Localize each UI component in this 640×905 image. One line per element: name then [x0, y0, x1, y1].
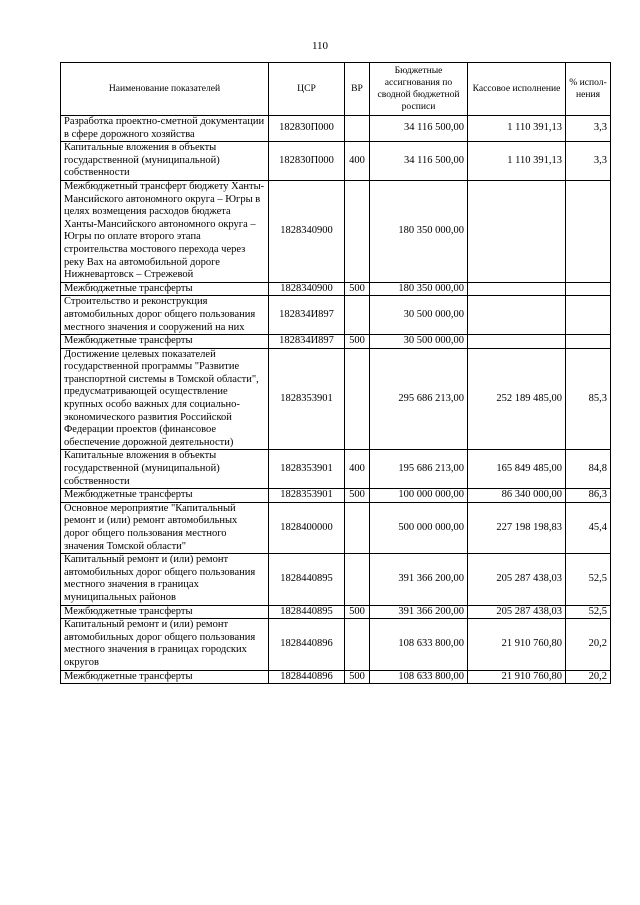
page-number: 110 [311, 40, 329, 52]
row-percent: 20,2 [566, 619, 611, 670]
row-budget: 100 000 000,00 [370, 489, 468, 503]
row-percent: 20,2 [566, 670, 611, 684]
row-percent [566, 180, 611, 282]
row-budget: 108 633 800,00 [370, 670, 468, 684]
budget-execution-table [60, 62, 611, 684]
row-cash: 21 910 760,80 [468, 670, 566, 684]
row-vr [345, 619, 370, 670]
table-row [61, 180, 611, 282]
row-percent: 45,4 [566, 502, 611, 553]
table-row [61, 619, 611, 670]
header-percent: % испол-нения [566, 63, 611, 116]
row-vr: 400 [345, 450, 370, 489]
table-row [61, 142, 611, 181]
row-cash [468, 296, 566, 335]
row-cash: 205 287 438,03 [468, 554, 566, 605]
row-name: Капитальный ремонт и (или) ремонт автомобильных дорог общего пользования местного значения в границах городских округов [61, 619, 269, 670]
row-percent: 3,3 [566, 142, 611, 181]
row-name: Межбюджетные трансферты [61, 489, 269, 503]
table-row [61, 450, 611, 489]
header-csr: ЦСР [269, 63, 345, 116]
header-name: Наименование показателей [61, 63, 269, 116]
row-vr [345, 348, 370, 450]
row-csr: 182834И897 [269, 335, 345, 349]
row-csr: 1828353901 [269, 450, 345, 489]
row-csr: 1828440896 [269, 619, 345, 670]
row-cash: 86 340 000,00 [468, 489, 566, 503]
row-percent [566, 296, 611, 335]
row-name: Разработка проектно-сметной документации в сфере дорожного хозяйства [61, 116, 269, 142]
row-name: Межбюджетные трансферты [61, 282, 269, 296]
row-name: Межбюджетные трансферты [61, 605, 269, 619]
table-header-row [61, 63, 611, 116]
table-row [61, 554, 611, 605]
row-cash: 1 110 391,13 [468, 116, 566, 142]
row-csr: 1828340900 [269, 180, 345, 282]
row-vr: 500 [345, 670, 370, 684]
row-csr: 182830П000 [269, 116, 345, 142]
row-vr [345, 502, 370, 553]
row-budget: 391 366 200,00 [370, 554, 468, 605]
row-csr: 1828353901 [269, 348, 345, 450]
table-body [61, 116, 611, 684]
row-cash: 227 198 198,83 [468, 502, 566, 553]
row-csr: 182834И897 [269, 296, 345, 335]
row-budget: 34 116 500,00 [370, 116, 468, 142]
row-budget: 295 686 213,00 [370, 348, 468, 450]
header-budget: Бюджетные ассигнования по сводной бюджетной росписи [370, 63, 468, 116]
row-name: Межбюджетные трансферты [61, 335, 269, 349]
table-row [61, 296, 611, 335]
row-vr: 400 [345, 142, 370, 181]
header-cash: Кассовое исполнение [468, 63, 566, 116]
row-vr [345, 296, 370, 335]
row-budget: 30 500 000,00 [370, 296, 468, 335]
row-csr: 1828400000 [269, 502, 345, 553]
row-csr: 1828440895 [269, 554, 345, 605]
row-cash: 21 910 760,80 [468, 619, 566, 670]
row-cash [468, 180, 566, 282]
row-percent: 52,5 [566, 605, 611, 619]
row-vr [345, 554, 370, 605]
table-row [61, 605, 611, 619]
row-name: Межбюджетный трансферт бюджету Ханты-Мансийского автономного округа – Югры в целях возмещения расходов бюджета Ханты-Мансийского автономного округа – Югры по оплате второго этапа строительства мостового перехода через реку Вах на автомобильной дороге Нижневартовск – Стрежевой [61, 180, 269, 282]
row-name: Капитальные вложения в объекты государственной (муниципальной) собственности [61, 142, 269, 181]
row-cash: 165 849 485,00 [468, 450, 566, 489]
row-cash: 1 110 391,13 [468, 142, 566, 181]
row-cash [468, 282, 566, 296]
row-budget: 391 366 200,00 [370, 605, 468, 619]
row-name: Межбюджетные трансферты [61, 670, 269, 684]
row-name: Основное мероприятие "Капитальный ремонт и (или) ремонт автомобильных дорог общего пользования местного значения Томской области" [61, 502, 269, 553]
row-name: Капитальный ремонт и (или) ремонт автомобильных дорог общего пользования местного значения в границах муниципальных районов [61, 554, 269, 605]
table-row [61, 348, 611, 450]
row-budget: 180 350 000,00 [370, 282, 468, 296]
table-row [61, 670, 611, 684]
row-csr: 1828353901 [269, 489, 345, 503]
row-vr [345, 116, 370, 142]
row-name: Достижение целевых показателей государственной программы "Развитие транспортной системы в Томской области", предусматривающей осуществление крупных особо важных для социально-экономического развития Российской Федерации проектов (финансовое обеспечение дорожной деятельности) [61, 348, 269, 450]
row-percent [566, 335, 611, 349]
row-percent [566, 282, 611, 296]
table-row [61, 116, 611, 142]
row-cash [468, 335, 566, 349]
table-row [61, 335, 611, 349]
row-vr: 500 [345, 489, 370, 503]
table-row [61, 502, 611, 553]
table-row [61, 282, 611, 296]
header-vr: ВР [345, 63, 370, 116]
row-percent: 85,3 [566, 348, 611, 450]
row-vr: 500 [345, 282, 370, 296]
row-name: Строительство и реконструкция автомобильных дорог общего пользования местного значения и сооружений на них [61, 296, 269, 335]
table-row [61, 489, 611, 503]
row-vr [345, 180, 370, 282]
row-percent: 52,5 [566, 554, 611, 605]
row-vr: 500 [345, 335, 370, 349]
row-percent: 84,8 [566, 450, 611, 489]
row-budget: 108 633 800,00 [370, 619, 468, 670]
row-name: Капитальные вложения в объекты государственной (муниципальной) собственности [61, 450, 269, 489]
row-percent: 3,3 [566, 116, 611, 142]
row-csr: 1828340900 [269, 282, 345, 296]
row-budget: 500 000 000,00 [370, 502, 468, 553]
row-csr: 182830П000 [269, 142, 345, 181]
row-cash: 205 287 438,03 [468, 605, 566, 619]
row-budget: 180 350 000,00 [370, 180, 468, 282]
row-budget: 195 686 213,00 [370, 450, 468, 489]
row-percent: 86,3 [566, 489, 611, 503]
row-csr: 1828440896 [269, 670, 345, 684]
row-budget: 34 116 500,00 [370, 142, 468, 181]
row-cash: 252 189 485,00 [468, 348, 566, 450]
row-vr: 500 [345, 605, 370, 619]
row-csr: 1828440895 [269, 605, 345, 619]
row-budget: 30 500 000,00 [370, 335, 468, 349]
